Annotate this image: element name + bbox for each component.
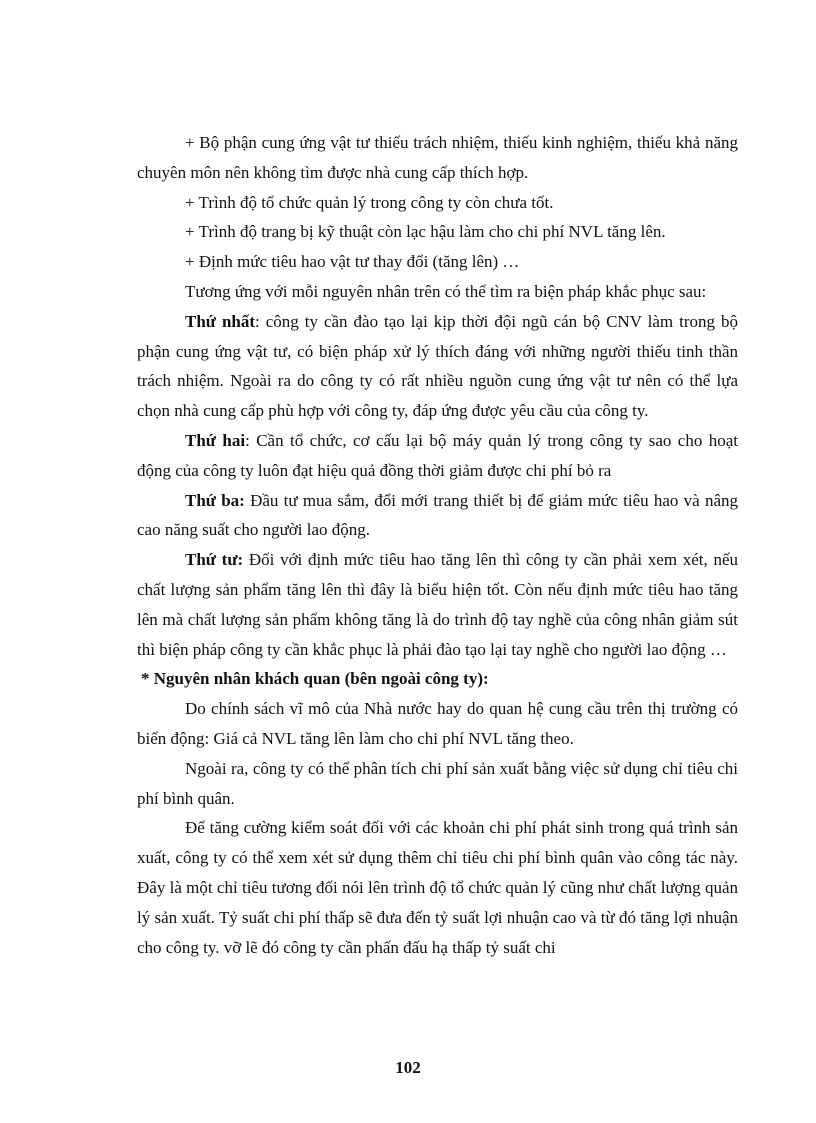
fourth-remedy-lead: Thứ tư: bbox=[185, 550, 244, 570]
paragraph-remedies-intro: Tương ứng với mỗi nguyên nhân trên có thể tìm ra biện pháp khắc phục sau: bbox=[185, 281, 707, 301]
third-remedy-text: Đầu tư mua sắm, đổi mới trang thiết bị để giảm mức tiêu hao và nâng cao năng suất cho người lao động. bbox=[137, 490, 738, 540]
page-number: 102 bbox=[395, 1058, 421, 1077]
paragraph-first-remedy bbox=[137, 307, 738, 426]
fourth-remedy-text: Đối với định mức tiêu hao tăng lên thì công ty cần phải xem xét, nếu chất lượng sản phẩm tăng lên thì đây là biểu hiện tốt. Còn nếu định mức tiêu hao tăng lên mà chất lượng sản phẩm không tăng là do trình độ tay nghề của công nhân giảm sút thì biện pháp công ty cần khắc phục là phải đào tạo lại tay nghề cho người lao động … bbox=[137, 550, 738, 659]
paragraph-third-remedy bbox=[137, 486, 738, 546]
paragraph-fourth-remedy bbox=[137, 545, 738, 664]
paragraph-technical-equipment: + Trình độ trang bị kỹ thuật còn lạc hậu làm cho chi phí NVL tăng lên. bbox=[185, 222, 666, 242]
second-remedy-lead: Thứ hai bbox=[185, 430, 246, 450]
paragraph-supply-department: + Bộ phận cung ứng vật tư thiếu trách nhiệm, thiếu kinh nghiệm, thiếu khả năng chuyên môn nên không tìm được nhà cung cấp thích hợp. bbox=[137, 133, 738, 182]
paragraph-cost-control: Để tăng cường kiểm soát đối với các khoản chi phí phát sinh trong quá trình sản xuất, công ty có thể xem xét sử dụng thêm chỉ tiêu chi phí bình quân vào công tác này. Đây là một chỉ tiêu tương đối nói lên trình độ tổ chức quản lý cũng như chất lượng quản lý sản xuất. Tỷ suất chi phí thấp sẽ đưa đến tỷ suất lợi nhuận cao và từ đó tăng lợi nhuận cho công ty. vỡ lẽ đó công ty cần phấn đấu hạ thấp tỷ suất chi bbox=[137, 818, 738, 957]
paragraph-second-remedy bbox=[137, 426, 738, 486]
paragraph-management-level: + Trình độ tổ chức quản lý trong công ty còn chưa tốt. bbox=[185, 192, 554, 212]
third-remedy-lead: Thứ ba: bbox=[185, 490, 245, 510]
body-text bbox=[137, 128, 738, 962]
first-remedy-text: : công ty cần đào tạo lại kịp thời đội ngũ cán bộ CNV làm trong bộ phận cung ứng vật tư, có biện pháp xử lý thích đáng với những người thiếu tinh thần trách nhiệm. Ngoài ra do công ty có rất nhiều nguồn cung ứng vật tư nên có thể lựa chọn nhà cung cấp phù hợp với công ty, đáp ứng được yêu cầu của công ty. bbox=[137, 311, 738, 421]
section-heading-objective-causes: * Nguyên nhân khách quan (bên ngoài công ty): bbox=[141, 669, 489, 689]
first-remedy-lead: Thứ nhất bbox=[185, 311, 256, 331]
second-remedy-text: : Cần tổ chức, cơ cấu lại bộ máy quản lý trong công ty sao cho hoạt động của công ty luôn đạt hiệu quả đồng thời giảm được chi phí bỏ ra bbox=[137, 430, 738, 480]
paragraph-macro-policy: Do chính sách vĩ mô của Nhà nước hay do quan hệ cung cầu trên thị trường có biến động: Giá cả NVL tăng lên làm cho chi phí NVL tăng theo. bbox=[137, 699, 738, 748]
paragraph-consumption-norm: + Định mức tiêu hao vật tư thay đổi (tăng lên) … bbox=[185, 252, 520, 272]
paragraph-average-cost: Ngoài ra, công ty có thể phân tích chi phí sản xuất bằng việc sử dụng chỉ tiêu chi phí bình quân. bbox=[137, 758, 738, 808]
